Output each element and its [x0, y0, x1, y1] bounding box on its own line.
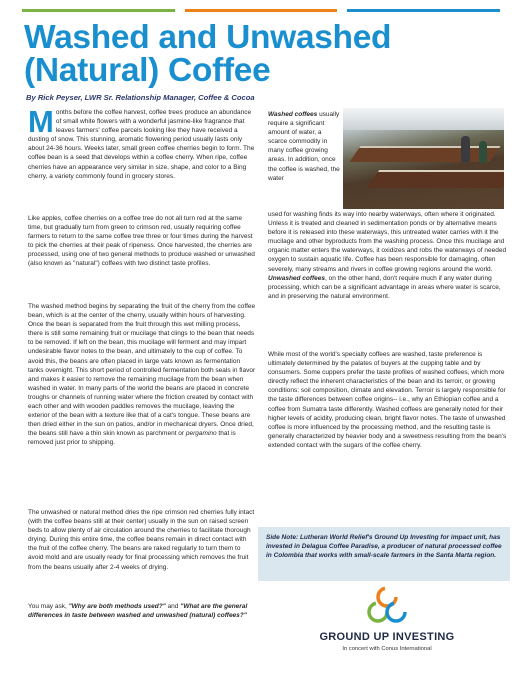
paragraph-3-italic: pergamino — [185, 430, 217, 438]
title-line-2: (Natural) Coffee — [24, 52, 271, 89]
taste-paragraph: While most of the world's specialty coffees are washed, taste preference is ultimately determined by the palates of buyers at the cupping table and by consumers. Some cuppers prefer the taste profiles of washed coffees, which more directly reflect the inherent characteristics of the bean and its terroir, or growing conditions: soil composition, climate and elevation. Terroir is largely responsible for the taste differences between coffee origins-- i.e., why an Ethiopian coffee and a coffee from Sumatra taste differently. Washed coffees are generally noted for their higher levels of acidity, producing clean, bright flavor notes. The taste of unwashed coffee is more influenced by the processing method, and the resulting taste is generally characterized by heavier body and a sweetness resulting from the bean's extended contact with the sugars of the coffee cherry. — [268, 351, 507, 449]
blue-bar — [347, 9, 500, 12]
paragraph-3-text: The washed method begins by separating the fruit of the cherry from the coffee bean, which is at the center of the cherry, usually within hours of harvesting. Once the bean is separated from the fruit through this wet milling process, there is still some remaining fruit or mucilage that clings to the bean that needs to be removed. If left on the bean, this mucilage will ferment and may impart undesirable flavor notes to the bean, and ultimately to the cup of coffee. To avoid this, the beans are often placed in large vats known as fermentation tanks overnight. This short period of controlled fermentation both seals in flavor and makes it easier to remove the remaining mucilage from the bean when washed in water. In many parts of the world the beans are placed in concrete troughs or channels of running water where the friction created by contact with each other and with wooden paddles removes the mucilage, leaving the exterior of the bean with a texture like that of a cat's tongue. These beans are then dried either in the sun on patios, and/or in mechanical dryers. Once dried, the beans still have a thin skin known as parchment or — [28, 303, 256, 438]
washed-continued-text: used for washing finds its way into nearby waterways, often where it originated. Unless it is treated and cleaned in sedimentation ponds or by alternative means before it is released into these waterways, this untreated water carries with it the mucilage and other byproducts from the washing process. Once this mucilage and organic matter enters the waterways, it oxidizes and robs the waterways of needed oxygen to sustain aquatic life. Coffee has been responsible for damaging, often severely, many streams and rivers in coffee growing regions around the world. — [268, 211, 507, 273]
greenhouse-roof — [343, 108, 504, 130]
washed-continued — [268, 210, 510, 301]
paragraph-5-mid: and — [165, 603, 181, 610]
side-note — [266, 533, 502, 560]
logo-name: GROUND UP INVESTING — [319, 631, 455, 643]
paragraph-3 — [28, 302, 256, 448]
paragraph-3-end: that is removed just prior to shipping. — [28, 430, 236, 447]
question-2: "What are the general differences in taste between washed and unwashed (natural) coffees?" — [28, 603, 248, 620]
side-note-box — [258, 527, 510, 581]
byline: By Rick Peyser, LWR Sr. Relationship Manager, Coffee & Cocoa — [26, 93, 255, 102]
intro-text: onths before the coffee harvest, coffee trees produce an abundance of small white flowers with a wonderful jasmine-like fragrance that leaves farmers' coffee parcels looking like they have received a dusting of snow. This stunning, aromatic flowering period usually lasts only about 24-36 hours. Weeks later, small green coffee cherries begin to form. The coffee bean is a seed that develops within a coffee cherry. When ripe, coffee cherries have an appearance very similar in size, shape, and color to a Bing cherry, a variety commonly found in grocery stores. — [28, 109, 255, 180]
drying-bed — [349, 146, 500, 162]
orange-bar — [185, 9, 338, 12]
drop-cap: M — [28, 104, 54, 139]
paragraph-4: The unwashed or natural method dries the ripe crimson red cherries fully intact (with the coffee beans still at their center) usually in the sun on raised screen beds to allow plenty of air circulation around the cherries to facilitate thorough drying. During this entire time, the coffee beans remain in direct contact with the fruit of the coffee cherry. The beans are raked regularly to turn them to avoid mold and are usually ready for final processing which removes the fruit from the beans usually after 2-4 weeks of drying. — [28, 509, 255, 571]
washed-continued-end: , on the other hand, don't require much if any water during processing, which can be a significant advantage in areas where water is scarce, and in preserving the natural environment. — [268, 274, 501, 300]
paragraph-2: Like apples, coffee cherries on a coffee tree do not all turn red at the same time, but gradually turn from green to crimson red, usually requiring coffee farmers to return to the same coffee tree three or four times during the harvest to pick the cherries at their peak of ripeness. Once harvested, the cherries are processed, using one of two general methods to produce washed or unwashed (also known as "natural") coffees with two distinct taste profiles. — [28, 215, 255, 268]
ground-up-investing-logo-icon — [366, 584, 408, 626]
washed-intro-text: usually require a significant amount of water, a scarce commodity in many coffee growing areas. In addition, once the coffee is washed, the water — [268, 111, 340, 182]
paragraph-5-start: You may ask, — [28, 603, 69, 610]
worker-figure — [461, 136, 470, 162]
intro-paragraph — [28, 104, 256, 181]
question-1: "Why are both methods used?" — [68, 603, 166, 610]
drying-bed-2 — [367, 170, 504, 188]
unwashed-lead: Unwashed coffees — [268, 274, 325, 282]
washed-intro — [268, 110, 340, 183]
color-bars — [22, 9, 500, 12]
side-note-label: Side Note: — [266, 534, 299, 541]
coffee-drying-photo — [343, 108, 504, 209]
washed-lead: Washed coffees — [268, 111, 318, 118]
page-title — [24, 21, 504, 87]
green-bar — [22, 9, 175, 12]
worker-figure-2 — [479, 141, 487, 163]
logo-tagline: In concert with Conus International — [342, 646, 432, 652]
side-note-text: Lutheran World Relief's Ground Up Investing for impact unit, has invested in Delagua Coffee Paradise, a producer of natural processed coffee in Colombia that works with small-scale farmers in the Santa Marta region. — [266, 534, 502, 560]
paragraph-5 — [28, 602, 256, 620]
title-line-1: Washed and Unwashed — [24, 19, 392, 56]
